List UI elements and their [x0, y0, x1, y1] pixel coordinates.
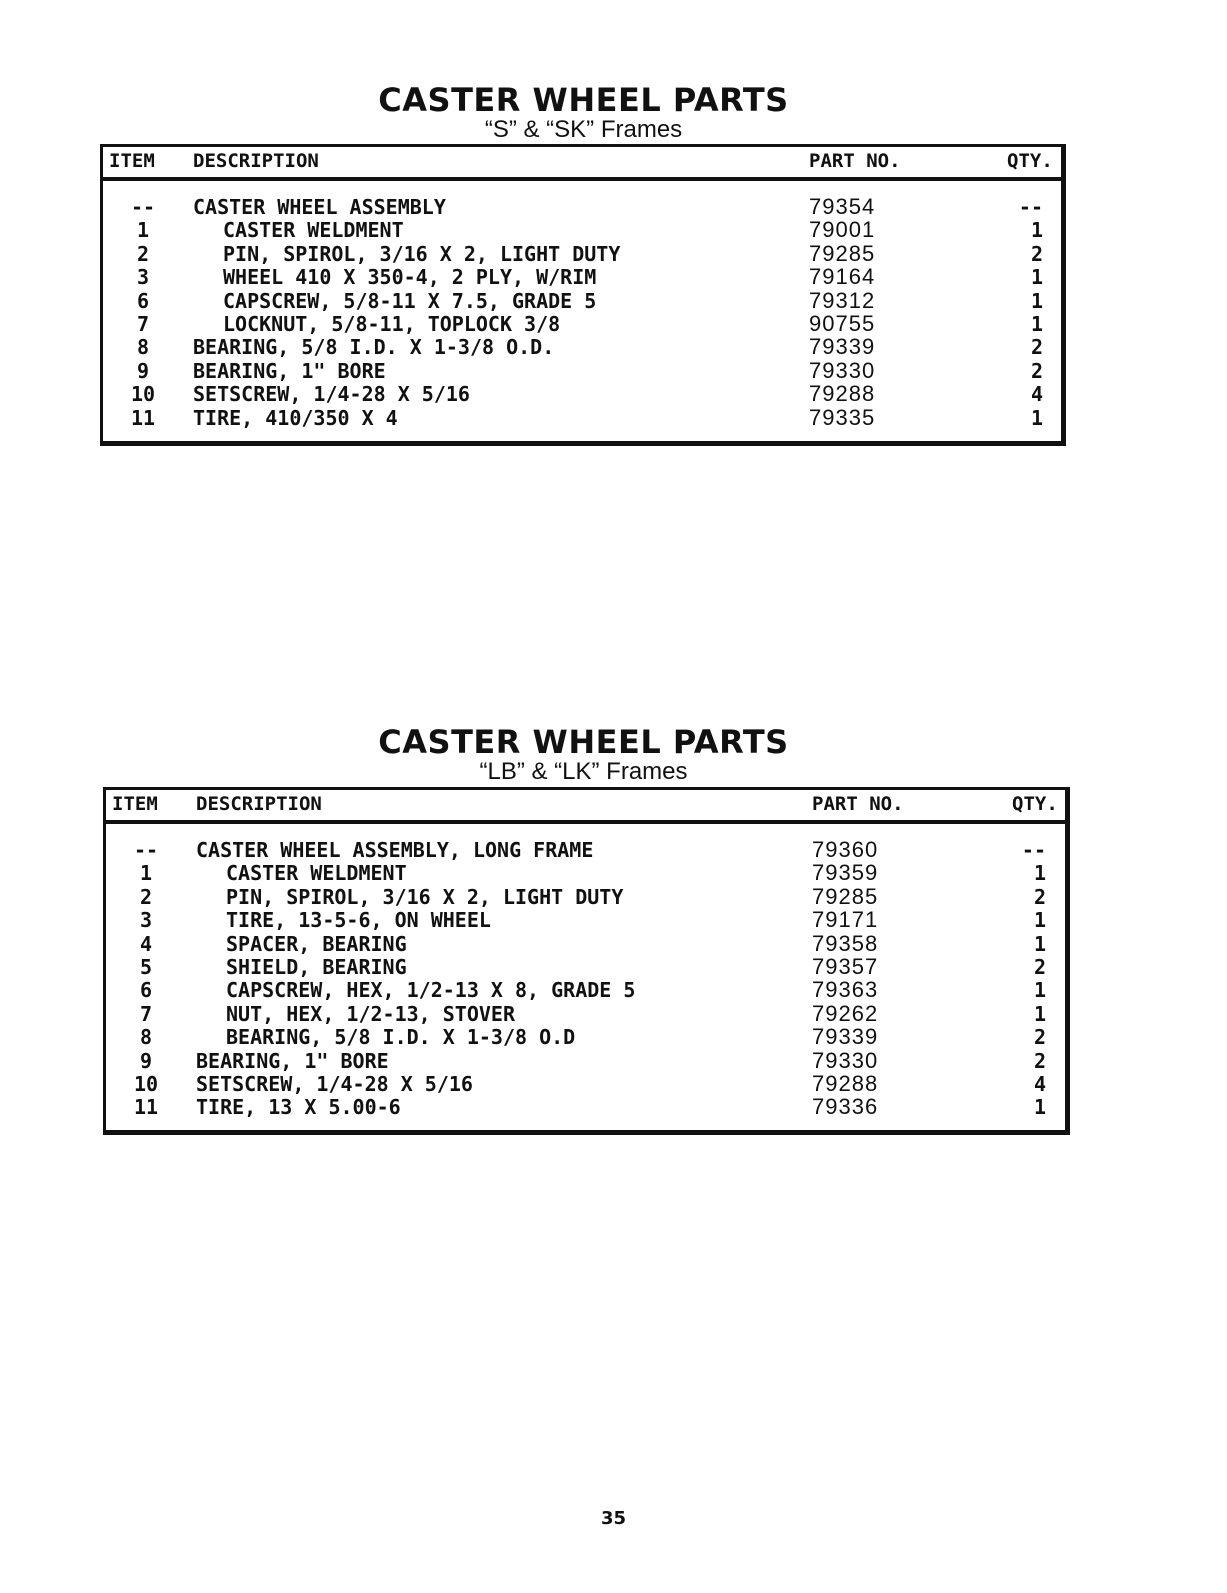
quantity: 1 [1033, 908, 1046, 933]
table-row [103, 195, 1061, 219]
item-number: 9 [139, 1048, 153, 1073]
part-number: 79336 [812, 1094, 879, 1120]
part-description: SHIELD, BEARING [226, 955, 407, 979]
quantity: 2 [1030, 241, 1043, 266]
part-number: 79360 [812, 837, 879, 862]
header-part-no: PART NO. [809, 150, 901, 172]
part-description: CASTER WHEEL ASSEMBLY [193, 195, 446, 219]
part-number: 79357 [812, 954, 879, 979]
header-item: ITEM [112, 793, 158, 815]
item-number: 4 [139, 931, 153, 956]
table-row [103, 335, 1061, 359]
table-header [106, 790, 1065, 824]
part-number: 79339 [809, 334, 876, 360]
table-row [103, 218, 1061, 242]
quantity: -- [1018, 195, 1043, 219]
table-row [106, 885, 1065, 909]
part-description: LOCKNUT, 5/8-11, TOPLOCK 3/8 [223, 312, 561, 336]
part-number: 79288 [809, 381, 876, 407]
part-number: 79358 [812, 930, 879, 956]
header-qty: QTY. [1012, 793, 1058, 815]
quantity: 4 [1030, 382, 1043, 407]
item-number: 11 [130, 405, 156, 430]
item-number: 3 [139, 908, 153, 933]
item-number: 2 [136, 241, 150, 266]
item-number: 10 [130, 382, 156, 407]
table-row [106, 1002, 1065, 1026]
table-row [106, 978, 1065, 1002]
table-row [103, 406, 1061, 430]
part-description: BEARING, 5/8 I.D. X 1-3/8 O.D. [193, 335, 555, 360]
part-number: 79335 [809, 404, 876, 430]
section-subtitle: “LB” & “LK” Frames [479, 758, 688, 785]
section-title: CASTER WHEEL PARTS [378, 81, 789, 119]
part-description: TIRE, 13 X 5.00-6 [196, 1095, 401, 1120]
item-number: 6 [136, 288, 150, 313]
part-description: SETSCREW, 1/4-28 X 5/16 [193, 382, 470, 407]
item-number: 7 [136, 312, 150, 336]
item-number: -- [133, 838, 159, 862]
table-row [103, 242, 1061, 266]
table-header [103, 147, 1061, 181]
part-number: 79288 [812, 1071, 879, 1096]
part-number: 79262 [812, 1000, 879, 1026]
part-description: CAPSCREW, 5/8-11 X 7.5, GRADE 5 [223, 288, 597, 313]
quantity: 2 [1033, 1025, 1046, 1050]
part-number: 79285 [812, 883, 879, 909]
part-number: 79001 [809, 217, 876, 243]
part-description: CASTER WELDMENT [223, 218, 404, 243]
table-row [106, 955, 1065, 979]
part-number: 79359 [812, 860, 879, 886]
table-row [106, 838, 1065, 862]
part-description: PIN, SPIROL, 3/16 X 2, LIGHT DUTY [223, 241, 621, 266]
quantity: 1 [1033, 1001, 1046, 1026]
quantity: 1 [1030, 265, 1043, 290]
quantity: 4 [1033, 1072, 1046, 1096]
header-qty: QTY. [1007, 150, 1053, 172]
parts-table [100, 144, 1066, 446]
part-description: TIRE, 410/350 X 4 [193, 405, 398, 430]
part-number: 79330 [809, 357, 876, 383]
item-number: 1 [136, 218, 150, 243]
table-row [106, 861, 1065, 885]
header-description: DESCRIPTION [196, 793, 322, 815]
table-row [103, 359, 1061, 383]
parts-table [103, 787, 1070, 1135]
header-part-no: PART NO. [812, 793, 904, 815]
table-row [103, 289, 1061, 313]
part-number: 90755 [809, 311, 876, 336]
part-description: SPACER, BEARING [226, 931, 407, 956]
table-row [106, 908, 1065, 932]
quantity: 1 [1033, 931, 1046, 956]
quantity: 2 [1033, 884, 1046, 909]
section-title: CASTER WHEEL PARTS [378, 723, 789, 761]
item-number: 2 [139, 884, 153, 909]
part-description: WHEEL 410 X 350-4, 2 PLY, W/RIM [223, 265, 597, 290]
part-description: TIRE, 13-5-6, ON WHEEL [226, 908, 491, 933]
part-description: BEARING, 5/8 I.D. X 1-3/8 O.D [226, 1025, 576, 1050]
part-description: BEARING, 1" BORE [196, 1048, 389, 1073]
table-row [106, 932, 1065, 956]
quantity: 2 [1033, 955, 1046, 979]
item-number: 8 [139, 1025, 153, 1050]
item-number: 11 [133, 1095, 159, 1120]
part-description: CASTER WELDMENT [226, 861, 407, 886]
header-item: ITEM [109, 150, 155, 172]
item-number: 3 [136, 265, 150, 290]
quantity: 1 [1030, 312, 1043, 336]
item-number: -- [130, 195, 156, 219]
quantity: 1 [1033, 1095, 1046, 1120]
item-number: 5 [139, 955, 153, 979]
part-number: 79312 [809, 287, 876, 313]
item-number: 1 [139, 861, 153, 886]
item-number: 6 [139, 978, 153, 1003]
caster-wheel-parts-section-s-sk [0, 80, 1227, 460]
part-number: 79363 [812, 977, 879, 1003]
table-row [103, 265, 1061, 289]
quantity: 2 [1030, 335, 1043, 360]
item-number: 10 [133, 1072, 159, 1096]
caster-wheel-parts-section-lb-lk [0, 722, 1227, 1142]
table-row [106, 1072, 1065, 1096]
part-number: 79164 [809, 264, 876, 290]
part-description: BEARING, 1" BORE [193, 358, 386, 383]
part-number: 79285 [809, 240, 876, 266]
part-description: NUT, HEX, 1/2-13, STOVER [226, 1001, 515, 1026]
quantity: 1 [1033, 861, 1046, 886]
part-number: 79339 [812, 1024, 879, 1050]
item-number: 8 [136, 335, 150, 360]
section-subtitle: “S” & “SK” Frames [484, 116, 683, 143]
table-row [103, 312, 1061, 336]
item-number: 7 [139, 1001, 153, 1026]
quantity: 1 [1033, 978, 1046, 1003]
part-description: SETSCREW, 1/4-28 X 5/16 [196, 1072, 473, 1096]
part-number: 79171 [812, 907, 879, 933]
table-row [103, 382, 1061, 406]
part-description: CASTER WHEEL ASSEMBLY, LONG FRAME [196, 838, 594, 862]
table-row [106, 1049, 1065, 1073]
quantity: 1 [1030, 288, 1043, 313]
item-number: 9 [136, 358, 150, 383]
quantity: 2 [1033, 1048, 1046, 1073]
table-row [106, 1095, 1065, 1119]
header-description: DESCRIPTION [193, 150, 319, 172]
quantity: -- [1021, 838, 1046, 862]
quantity: 1 [1030, 218, 1043, 243]
page-number: 35 [600, 1508, 627, 1529]
quantity: 2 [1030, 358, 1043, 383]
quantity: 1 [1030, 405, 1043, 430]
part-number: 79354 [809, 194, 876, 219]
table-row [106, 1025, 1065, 1049]
part-description: PIN, SPIROL, 3/16 X 2, LIGHT DUTY [226, 884, 624, 909]
part-description: CAPSCREW, HEX, 1/2-13 X 8, GRADE 5 [226, 978, 636, 1003]
part-number: 79330 [812, 1047, 879, 1073]
